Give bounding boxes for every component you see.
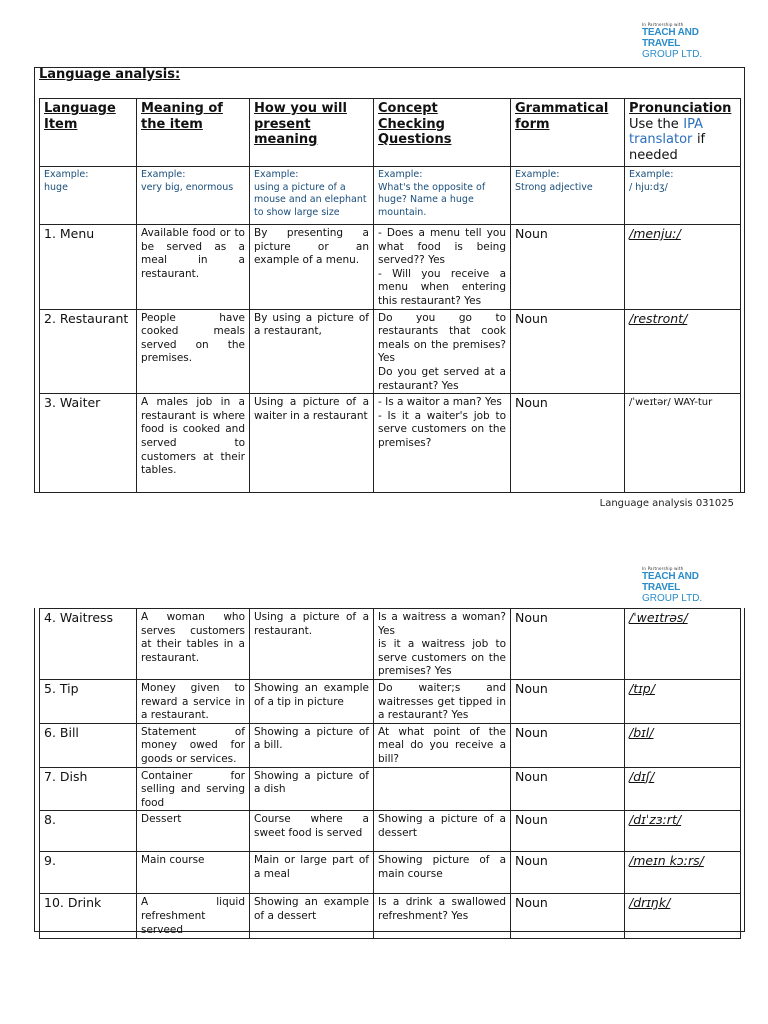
row-grammar: Noun (511, 225, 625, 310)
table-row (40, 723, 741, 767)
language-analysis-table-continued (39, 608, 741, 939)
row-present: Main or large part of a meal (250, 852, 374, 894)
row-grammar: Noun (511, 723, 625, 767)
row-ccq: Do you go to restaurants that cook meals on the premises? Yes Do you get served at a restaurant? Yes (374, 309, 511, 394)
row-meaning: Container for selling and serving food (137, 767, 250, 811)
row-ccq: Showing a picture of a dessert (374, 811, 511, 852)
table-row (40, 852, 741, 894)
row-pron: /ˈweɪtrəs/ (625, 609, 741, 680)
table-row (40, 394, 741, 493)
row-ccq: Showing picture of a main course (374, 852, 511, 894)
row-meaning: A liquid refreshment serveed (137, 894, 250, 939)
row-item: 10. Drink (40, 894, 137, 939)
row-pron: /tɪp/ (625, 679, 741, 723)
page-title: Language analysis: (39, 67, 181, 82)
row-item: 8. (40, 811, 137, 852)
table-header-row (40, 99, 741, 167)
table-row (40, 679, 741, 723)
row-present: By presenting a picture or an example of a menu. (250, 225, 374, 310)
row-meaning: Available food or to be served as a meal in a restaurant. (137, 225, 250, 310)
example-grammar: Example: Strong adjective (511, 167, 625, 225)
row-pron: /dɪˈzɜːrt/ (625, 811, 741, 852)
row-pron: /menjuː/ (625, 225, 741, 310)
table-row (40, 894, 741, 939)
header-ccq: Concept Checking Questions (374, 99, 511, 167)
header-present: How you will present meaning (250, 99, 374, 167)
row-present: Showing an example of a tip in picture (250, 679, 374, 723)
row-grammar: Noun (511, 609, 625, 680)
row-grammar: Noun (511, 767, 625, 811)
row-present: Showing a picture of a dish (250, 767, 374, 811)
row-present: Showing an example of a dessert (250, 894, 374, 939)
row-pron: /drɪŋk/ (625, 894, 741, 939)
header-language-item: Language Item (40, 99, 137, 167)
row-meaning: Dessert (137, 811, 250, 852)
row-meaning: Main course (137, 852, 250, 894)
row-meaning: A woman who serves customers at their tables in a restaurant. (137, 609, 250, 680)
example-row (40, 167, 741, 225)
row-ccq: Is a waitress a woman? Yes is it a waitress job to serve customers on the premises? Yes (374, 609, 511, 680)
row-present: Using a picture of a waiter in a restaurant (250, 394, 374, 493)
row-grammar: Noun (511, 811, 625, 852)
row-item: 6. Bill (40, 723, 137, 767)
page-footer: Language analysis 031025 (599, 498, 734, 509)
row-item: 3. Waiter (40, 394, 137, 493)
language-analysis-frame (34, 67, 745, 493)
row-item: 5. Tip (40, 679, 137, 723)
row-item: 4. Waitress (40, 609, 137, 680)
row-item: 7. Dish (40, 767, 137, 811)
header-grammar: Grammatical form (511, 99, 625, 167)
row-ccq: - Is a waitor a man? Yes - Is it a waiter's job to serve customers on the premises? (374, 394, 511, 493)
table-row (40, 309, 741, 394)
company-logo: In Partnership with TEACH AND TRAVEL GROUP LTD. (642, 566, 703, 604)
row-ccq: Do waiter;s and waitresses get tipped in a restaurant? Yes (374, 679, 511, 723)
row-grammar: Noun (511, 309, 625, 394)
row-ccq: Is a drink a swallowed refreshment? Yes (374, 894, 511, 939)
row-grammar: Noun (511, 852, 625, 894)
row-item: 2. Restaurant (40, 309, 137, 394)
example-pron: Example: / hjuːdʒ/ (625, 167, 741, 225)
language-analysis-table (39, 98, 741, 493)
example-meaning: Example: very big, enormous (137, 167, 250, 225)
ipa-translator-link[interactable]: IPA translator (629, 116, 704, 147)
language-analysis-frame-continued (34, 608, 745, 936)
row-present: Course where a sweet food is served (250, 811, 374, 852)
row-ccq: At what point of the meal do you receive a bill? (374, 723, 511, 767)
header-meaning: Meaning of the item (137, 99, 250, 167)
row-item: 1. Menu (40, 225, 137, 310)
row-grammar: Noun (511, 894, 625, 939)
row-pron: /dɪʃ/ (625, 767, 741, 811)
row-pron: /bɪl/ (625, 723, 741, 767)
row-ccq (374, 767, 511, 811)
row-present: Using a picture of a restaurant. (250, 609, 374, 680)
row-grammar: Noun (511, 679, 625, 723)
row-pron: /meɪn kɔːrs/ (625, 852, 741, 894)
table-row (40, 225, 741, 310)
row-meaning: A males job in a restaurant is where food is cooked and served to customers at their tables. (137, 394, 250, 493)
row-pron: /ˈweɪtər/ WAY-tur (625, 394, 741, 493)
example-item: Example: huge (40, 167, 137, 225)
company-logo: In Partnership with TEACH AND TRAVEL GROUP LTD. (642, 22, 703, 60)
example-present: Example: using a picture of a mouse and an elephant to show large size (250, 167, 374, 225)
table-row (40, 811, 741, 852)
header-pronunciation: Pronunciation Use the IPA translator if needed (625, 99, 741, 167)
row-ccq: - Does a menu tell you what food is being served?? Yes - Will you receive a menu when entering this restaurant? Yes (374, 225, 511, 310)
row-item: 9. (40, 852, 137, 894)
row-present: By using a picture of a restaurant, (250, 309, 374, 394)
row-meaning: People have cooked meals served on the premises. (137, 309, 250, 394)
table-row (40, 767, 741, 811)
row-meaning: Statement of money owed for goods or services. (137, 723, 250, 767)
table-row (40, 609, 741, 680)
row-meaning: Money given to reward a service in a restaurant. (137, 679, 250, 723)
row-present: Showing a picture of a bill. (250, 723, 374, 767)
row-pron: /restront/ (625, 309, 741, 394)
example-ccq: Example: What's the opposite of huge? Name a huge mountain. (374, 167, 511, 225)
row-grammar: Noun (511, 394, 625, 493)
